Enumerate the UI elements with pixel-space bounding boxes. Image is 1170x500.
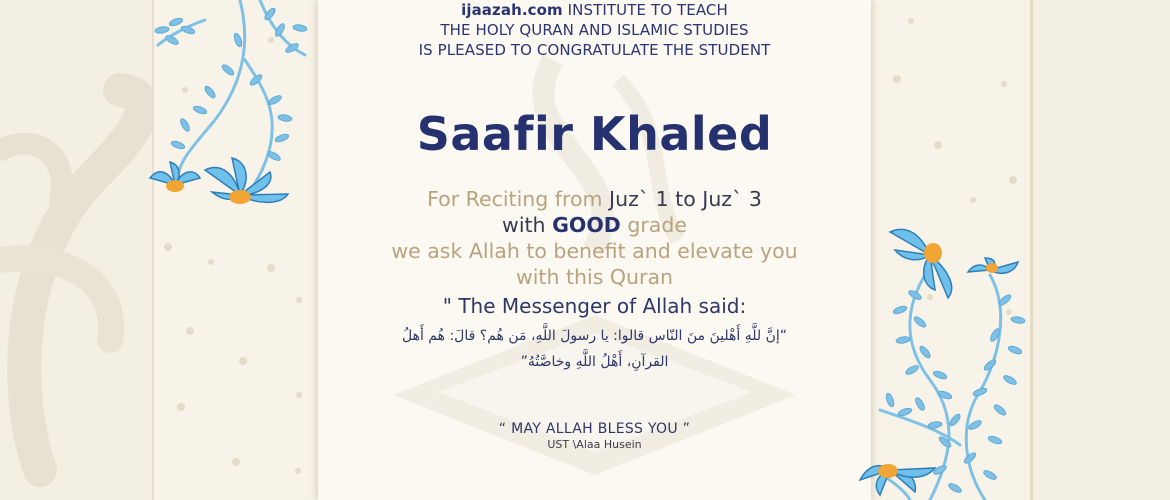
grade-suffix: grade [627, 213, 687, 237]
header-brand: ijaazah.com [461, 1, 563, 19]
hadith-arabic-line-1: “إنَّ للَّهِ أَهْلينَ منَ النّاس قالوا: يا رسولَ اللَّهِ، مَن هُم؟ قالَ: هُم أَهلُ [401, 328, 787, 344]
blessing-text: “ MAY ALLAH BLESS YOU ” [498, 421, 691, 437]
signature-text: UST \Alaa Husein [547, 438, 642, 451]
recite-prefix: For Reciting from [427, 187, 603, 211]
grade-line [318, 212, 871, 238]
prayer-line-1: we ask Allah to benefit and elevate you [391, 239, 798, 263]
header-line-1 [318, 0, 871, 20]
header-line-1-rest: INSTITUTE TO TEACH [567, 1, 728, 19]
grade-value: GOOD [552, 213, 621, 237]
institute-header [318, 0, 871, 60]
header-line-3: IS PLEASED TO CONGRATULATE THE STUDENT [418, 41, 771, 59]
recite-line [318, 186, 871, 212]
recite-range: Juz` 1 to Juz` 3 [609, 187, 762, 211]
hadith-arabic-line-2: القرآنِ، أَهْلُ اللَّهِ وخاصَّتُهُ” [520, 354, 669, 370]
grade-prefix: with [502, 213, 546, 237]
hadith-intro: " The Messenger of Allah said: [442, 294, 747, 318]
prayer-line-2: with this Quran [515, 265, 674, 289]
student-name: Saafir Khaled [416, 107, 773, 161]
header-line-2: THE HOLY QURAN AND ISLAMIC STUDIES [440, 21, 749, 39]
